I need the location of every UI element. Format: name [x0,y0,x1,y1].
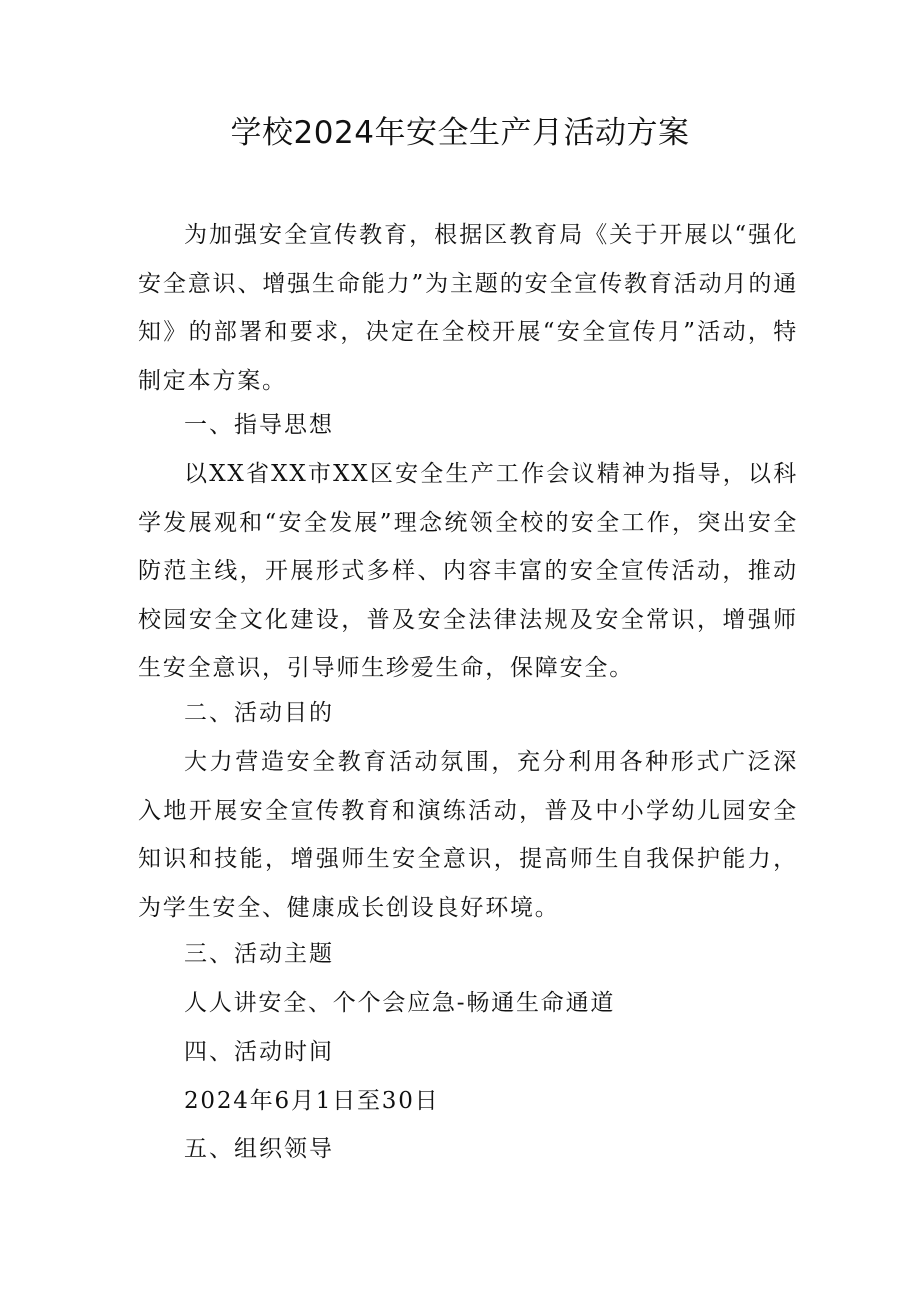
section-5-heading: 五、组织领导 [184,1136,334,1162]
section-2-paragraph: 大力营造安全教育活动氛围，充分利用各种形式广泛深入地开展安全宣传教育和演练活动，普及中小学幼儿园安全知识和技能，增强师生安全意识，提高师生自我保护能力，为学生安全、健康成长创设良好环境。 [138,749,798,921]
document-title: 学校2024年安全生产月活动方案 [230,115,690,151]
section-4-heading: 四、活动时间 [184,1039,334,1065]
intro-paragraph: 为加强安全宣传教育，根据区教育局《关于开展以“强化安全意识、增强生命能力”为主题的安全宣传教育活动月的通知》的部署和要求，决定在全校开展“安全宣传月”活动，特制定本方案。 [138,222,798,394]
section-2-heading: 二、活动目的 [184,700,334,726]
section-1-heading: 一、指导思想 [184,412,334,438]
section-1-paragraph: 以XX省XX市XX区安全生产工作会议精神为指导，以科学发展观和“安全发展”理念统领全校的安全工作，突出安全防范主线，开展形式多样、内容丰富的安全宣传活动，推动校园安全文化建设，普及安全法律法规及安全常识，增强师生安全意识，引导师生珍爱生命，保障安全。 [138,461,798,681]
section-4-dates: 2024年6月1日至30日 [184,1088,440,1114]
section-3-heading: 三、活动主题 [184,941,334,967]
section-3-theme: 人人讲安全、个个会应急-畅通生命通道 [184,990,616,1016]
